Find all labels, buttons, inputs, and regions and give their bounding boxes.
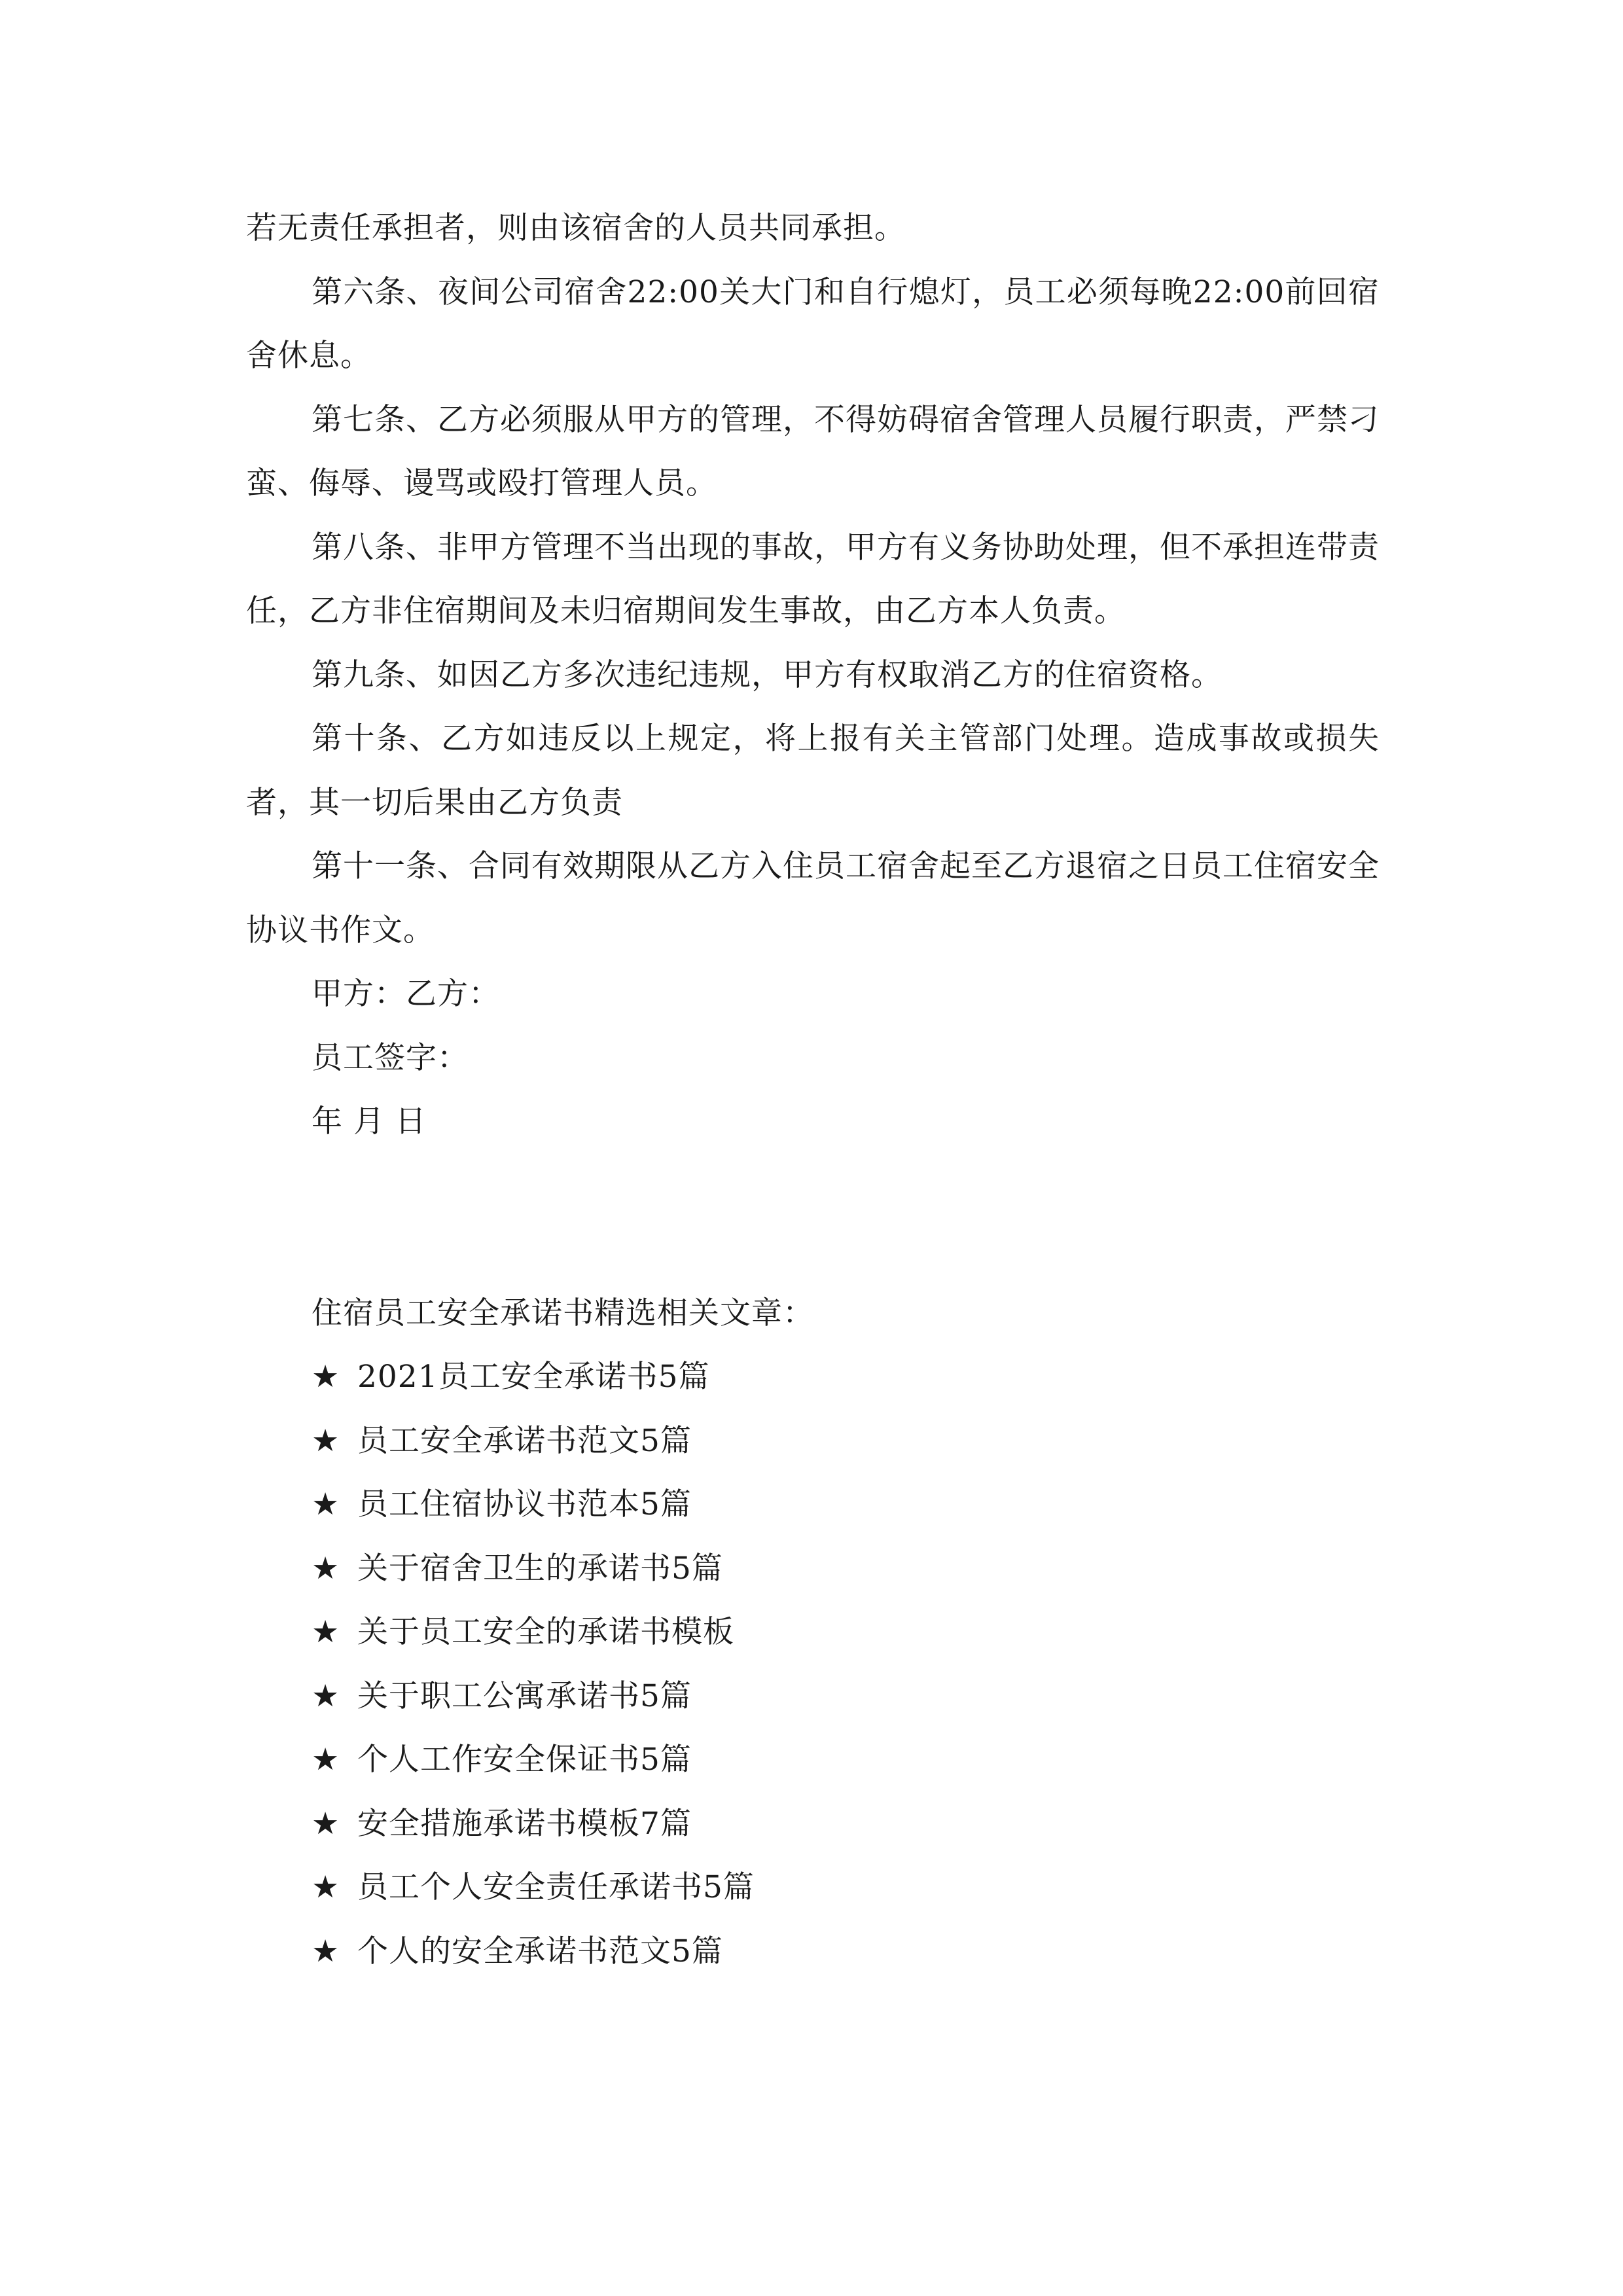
related-link[interactable] [246,1600,1380,1664]
related-link-label: 关于职工公寓承诺书5篇 [357,1677,692,1714]
related-link-label: 安全措施承诺书模板7篇 [357,1805,692,1842]
paragraph-article-6: 第六条、夜间公司宿舍22:00关大门和自行熄灯，员工必须每晚22:00前回宿舍休息。 [246,274,1380,374]
related-link-label: 个人工作安全保证书5篇 [357,1742,692,1778]
paragraph-article-7: 第七条、乙方必须服从甲方的管理，不得妨碍宿舍管理人员履行职责，严禁刁蛮、侮辱、谩骂或殴打管理人员。 [246,401,1380,501]
related-link-label: 个人的安全承诺书范文5篇 [357,1933,723,1969]
related-link-label: 员工住宿协议书范本5篇 [357,1486,692,1522]
star-icon: ★ [312,1677,340,1714]
related-link[interactable] [246,1409,1380,1473]
star-icon: ★ [312,1805,340,1842]
related-link[interactable] [246,1473,1380,1537]
paragraph-continuation: 若无责任承担者，则由该宿舍的人员共同承担。 [246,210,906,246]
signature-parties: 甲方：乙方： [312,976,500,1012]
related-link-label: 2021员工安全承诺书5篇 [357,1359,710,1395]
related-link[interactable] [246,1920,1380,1984]
paragraph-article-8: 第八条、非甲方管理不当出现的事故，甲方有义务协助处理，但不承担连带责任，乙方非住宿期间及未归宿期间发生事故，由乙方本人负责。 [246,529,1380,629]
signature-employee: 员工签字： [312,1039,469,1076]
paragraph-article-10: 第十条、乙方如违反以上规定，将上报有关主管部门处理。造成事故或损失者，其一切后果由乙方负责 [246,721,1380,821]
star-icon: ★ [312,1550,340,1587]
related-link[interactable] [246,1792,1380,1856]
signature-date: 年 月 日 [312,1103,427,1139]
star-icon: ★ [312,1486,340,1522]
related-heading: 住宿员工安全承诺书精选相关文章： [312,1295,814,1331]
related-link-label: 关于员工安全的承诺书模板 [357,1614,734,1650]
related-link-label: 员工个人安全责任承诺书5篇 [357,1869,755,1905]
related-articles-list [246,1345,1380,1983]
related-link[interactable] [246,1664,1380,1729]
paragraph-article-9: 第九条、如因乙方多次违纪违规，甲方有权取消乙方的住宿资格。 [312,656,1222,693]
star-icon: ★ [312,1933,340,1969]
related-link[interactable] [246,1728,1380,1792]
document-body [246,196,1380,1983]
related-link[interactable] [246,1856,1380,1920]
star-icon: ★ [312,1869,340,1905]
related-link[interactable] [246,1345,1380,1409]
star-icon: ★ [312,1614,340,1650]
section-gap [246,1154,1380,1282]
related-link[interactable] [246,1537,1380,1601]
star-icon: ★ [312,1422,340,1459]
star-icon: ★ [312,1742,340,1778]
related-link-label: 员工安全承诺书范文5篇 [357,1422,692,1459]
paragraph-article-11: 第十一条、合同有效期限从乙方入住员工宿舍起至乙方退宿之日员工住宿安全协议书作文。 [246,848,1380,948]
related-link-label: 关于宿舍卫生的承诺书5篇 [357,1550,723,1587]
star-icon: ★ [312,1359,340,1395]
